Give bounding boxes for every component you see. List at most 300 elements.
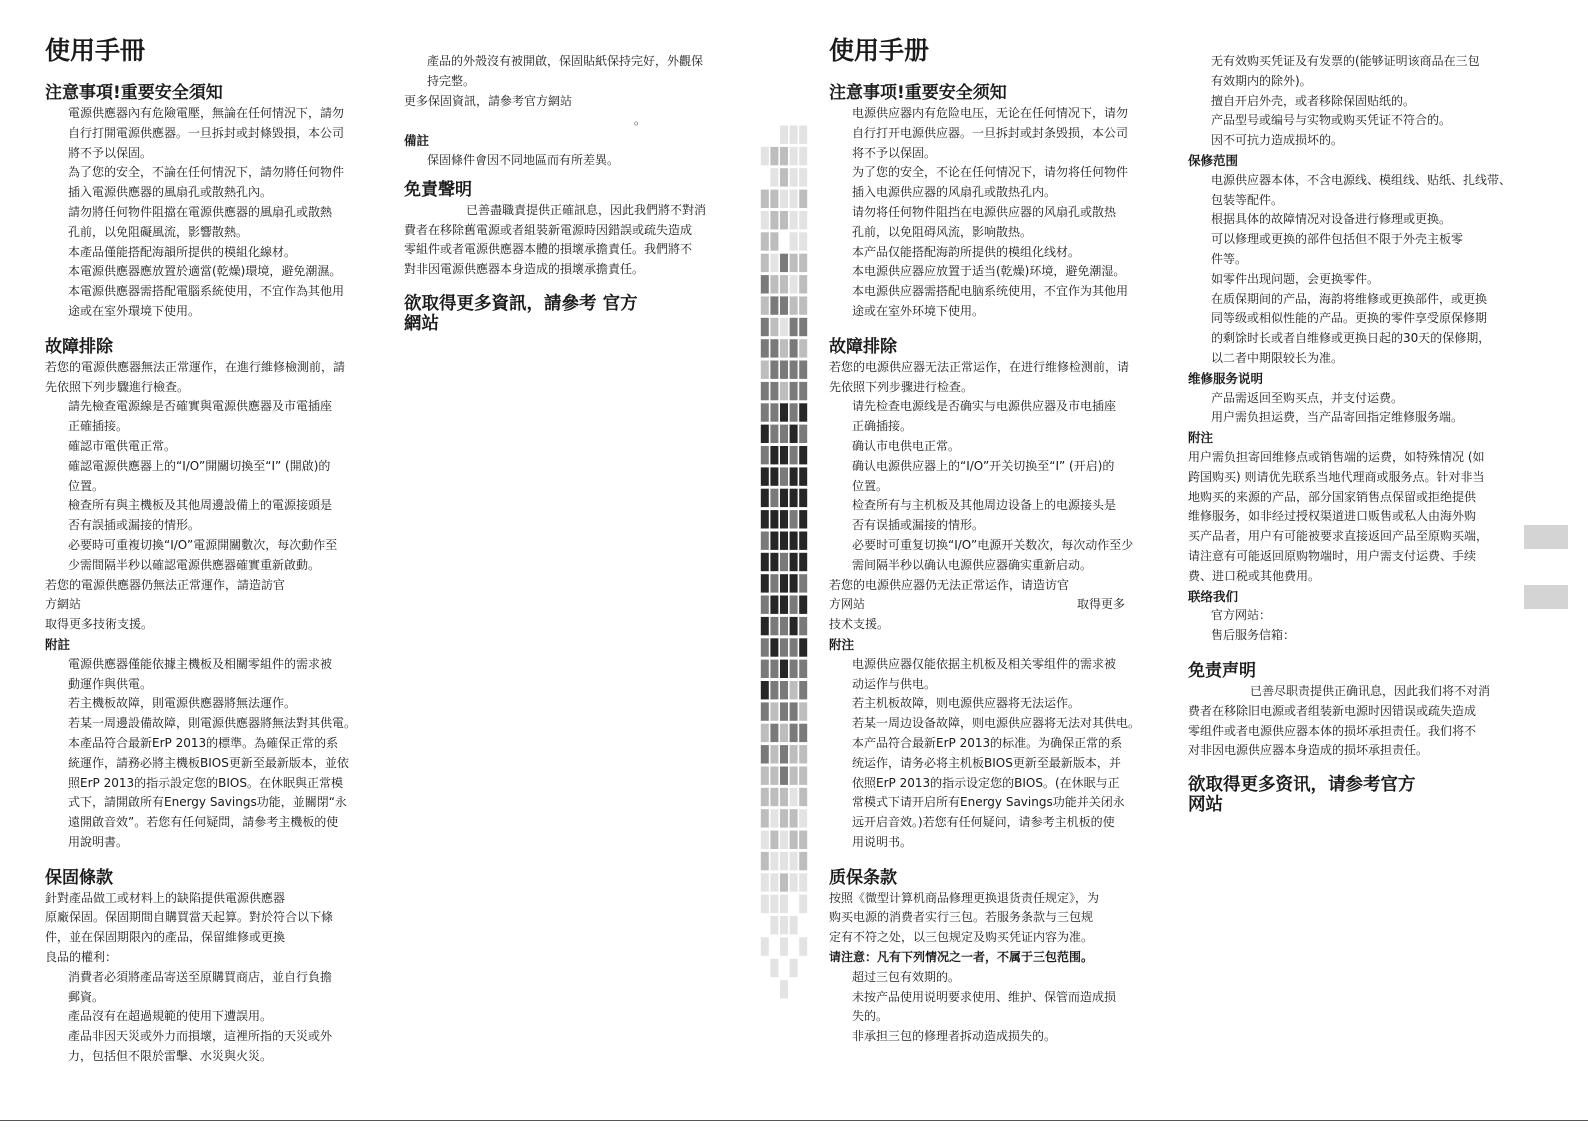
strip-pixel <box>770 596 778 614</box>
list-item: 請先檢查電源線是否確實與電源供應器及市電插座 <box>68 399 333 414</box>
list-item: 位置。 <box>68 478 105 493</box>
strip-pixel <box>770 895 778 913</box>
decorative-pixel-strip <box>760 124 808 1000</box>
strip-pixel <box>799 510 807 528</box>
strip-pixel <box>780 211 788 229</box>
strip-pixel <box>799 425 807 443</box>
list-item: 持完整。 <box>427 73 476 88</box>
strip-pixel <box>780 745 788 763</box>
strip-pixel <box>799 532 807 550</box>
strip-pixel <box>770 446 778 464</box>
list-item: 若某一周边设备故障，则电源供应器将无法对其供电。 <box>852 716 1141 731</box>
list-item: 正確插接。 <box>68 419 129 434</box>
strip-pixel <box>761 895 769 913</box>
list-item: 将不予以保固。 <box>852 145 937 160</box>
strip-pixel <box>780 702 788 720</box>
strip-pixel <box>790 831 798 849</box>
strip-pixel <box>770 660 778 678</box>
list-item: 電源供應器僅能依據主機板及相關零組件的需求被 <box>68 656 333 671</box>
paragraph-line: 零组件或者电源供应器本体的损坏承担责任。我们将不 <box>1188 723 1477 738</box>
strip-pixel <box>770 745 778 763</box>
strip-pixel <box>770 510 778 528</box>
list-item: 常模式下请开启所有Energy Savings功能并关闭永 <box>852 795 1125 810</box>
strip-pixel <box>790 532 798 550</box>
list-item: 依照ErP 2013的指示设定您的BIOS。(在休眠与正 <box>852 775 1120 790</box>
list-item: 在质保期间的产品，海韵将维修或更换部件，或更换 <box>1211 291 1488 306</box>
strip-pixel <box>780 681 788 699</box>
service-heading: 维修服务说明 <box>1188 370 1264 386</box>
strip-pixel <box>761 446 769 464</box>
strip-pixel <box>770 574 778 592</box>
safety-list <box>45 104 385 322</box>
paragraph-line: 费、进口税或其他费用。 <box>1188 568 1321 583</box>
strip-pixel <box>770 361 778 379</box>
list-item: 消費者必須將產品寄送至原購買商店，並自行負擔 <box>68 969 333 984</box>
strip-pixel <box>790 873 798 891</box>
paragraph-line: 若您的電源供應器仍無法正常運作，請造訪官 <box>45 577 286 592</box>
paragraph-fragment: 取得更多 <box>1077 597 1126 612</box>
list-item: 確認市電供電正常。 <box>68 438 177 453</box>
list-item: 因不可抗力造成损坏的。 <box>1211 133 1344 148</box>
list-item: 有效期内的除外)。 <box>1211 73 1312 88</box>
trad-column-1 <box>45 36 385 1067</box>
strip-pixel <box>761 681 769 699</box>
list-item: 力，包括但不限於雷擊、水災與火災。 <box>68 1049 273 1064</box>
strip-pixel <box>761 403 769 421</box>
strip-pixel <box>799 617 807 635</box>
strip-pixel <box>780 425 788 443</box>
strip-pixel <box>799 681 807 699</box>
strip-pixel <box>780 403 788 421</box>
warranty-heading: 保固條款 <box>45 867 113 888</box>
strip-pixel <box>780 382 788 400</box>
strip-pixel <box>790 168 798 186</box>
strip-pixel <box>780 446 788 464</box>
strip-pixel <box>799 788 807 806</box>
extra-note-heading: 附注 <box>1188 430 1214 446</box>
strip-pixel <box>790 425 798 443</box>
strip-pixel <box>790 681 798 699</box>
troubleshooting-heading: 故障排除 <box>45 336 113 357</box>
list-item: 电源供应器本体，不含电源线、模组线、贴纸、扎线带、 <box>1211 172 1512 187</box>
strip-pixel <box>799 596 807 614</box>
strip-pixel <box>799 339 807 357</box>
strip-pixel <box>770 681 778 699</box>
strip-pixel <box>790 596 798 614</box>
list-item: 确认市电供电正常。 <box>852 438 961 453</box>
list-item: 检查所有与主机板及其他周边设备上的电源接头是 <box>852 498 1117 513</box>
strip-pixel <box>799 489 807 507</box>
paragraph-line: 費者在移除舊電源或者組裝新電源時因錯誤或疏失造成 <box>404 222 693 237</box>
paragraph-line: 取得更多技術支援。 <box>45 617 154 632</box>
list-item: 根据具体的故障情况对设备进行修理或更换。 <box>1211 212 1452 227</box>
strip-pixel <box>761 574 769 592</box>
paragraph-line: 若您的電源供應器無法正常運作，在進行維修檢測前，請 <box>45 359 346 374</box>
strip-pixel <box>761 296 769 314</box>
strip-pixel <box>761 724 769 742</box>
strip-pixel <box>790 788 798 806</box>
list-item: 位置。 <box>852 478 889 493</box>
list-item: 本電源供應器應放置於適當(乾燥)環境，避免潮濕。 <box>68 264 342 279</box>
strip-pixel <box>780 489 788 507</box>
list-item: 件等。 <box>1211 251 1248 266</box>
trad-column-2 <box>404 52 744 334</box>
list-item: 本電源供應器需搭配電腦系統使用，不宜作為其他用 <box>68 284 345 299</box>
strip-pixel <box>790 147 798 165</box>
paragraph-line: 針對產品做工或材料上的缺陷提供電源供應器 <box>45 890 286 905</box>
paragraph-line: 定有不符之处，以三包规定及购买凭证内容为准。 <box>829 930 1094 945</box>
paragraph-line: 用户需负担寄回维修点或销售端的运费，如特殊情况 (如 <box>1188 449 1485 464</box>
list-item: 需间隔半秒以确认电源供应器确实重新启动。 <box>852 557 1093 572</box>
list-item: 孔前，以免阻礙風流，影響散熱。 <box>68 224 249 239</box>
strip-pixel <box>770 959 778 977</box>
list-item: 動運作與供電。 <box>68 676 153 691</box>
strip-pixel <box>761 211 769 229</box>
strip-pixel <box>770 211 778 229</box>
strip-pixel <box>790 296 798 314</box>
list-item: 少需間隔半秒以確認電源供應器確實重新啟動。 <box>68 557 321 572</box>
list-item: 擅自开启外壳，或者移除保固贴纸的。 <box>1211 93 1416 108</box>
strip-pixel <box>790 467 798 485</box>
strip-pixel <box>761 147 769 165</box>
strip-pixel <box>790 745 798 763</box>
strip-pixel <box>799 190 807 208</box>
list-item: 如零件出现问题，会更换零件。 <box>1211 271 1380 286</box>
strip-pixel <box>761 809 769 827</box>
strip-pixel <box>790 232 798 250</box>
paragraph-line: 先依照下列步骤进行检查。 <box>829 379 974 394</box>
list-item: 若主机板故障，则电源供应器将无法运作。 <box>852 696 1081 711</box>
strip-pixel <box>761 382 769 400</box>
strip-pixel <box>790 767 798 785</box>
more-info-heading-line2: 網站 <box>404 313 439 334</box>
strip-pixel <box>799 275 807 293</box>
strip-pixel <box>780 852 788 870</box>
strip-pixel <box>761 361 769 379</box>
paragraph-line: 技术支援。 <box>829 617 890 632</box>
strip-pixel <box>761 638 769 656</box>
strip-pixel <box>780 980 788 998</box>
strip-pixel <box>770 254 778 272</box>
strip-pixel <box>790 126 798 144</box>
strip-pixel <box>761 232 769 250</box>
strip-pixel <box>770 852 778 870</box>
strip-pixel <box>761 254 769 272</box>
strip-pixel <box>761 767 769 785</box>
paragraph-line: 费者在移除旧电源或者组装新电源时因错误或疏失造成 <box>1188 703 1477 718</box>
strip-pixel <box>770 873 778 891</box>
official-website-label: 官方网站： <box>1211 608 1272 623</box>
strip-pixel <box>770 788 778 806</box>
list-item: 自行打開電源供應器。一旦拆封或封條毀損，本公司 <box>68 125 345 140</box>
list-item: 可以修理或更换的部件包括但不限于外壳主板零 <box>1211 232 1464 247</box>
paragraph-line: 跨国购买) 则请优先联系当地代理商或服务点。针对非当 <box>1188 469 1485 484</box>
strip-pixel <box>799 467 807 485</box>
paragraph-line: 原廠保固。保固期間自購買當天起算。對於符合以下條 <box>45 910 334 925</box>
list-item: 同等级或相似性能的产品。更换的零件享受原保修期 <box>1211 311 1488 326</box>
strip-pixel <box>761 852 769 870</box>
strip-pixel <box>799 937 807 955</box>
list-item: 產品沒有在超過規範的使用下遭誤用。 <box>68 1009 273 1024</box>
list-item: 確認電源供應器上的“I/O”開關切換至“I” (開啟)的 <box>68 458 331 473</box>
paragraph-line <box>829 595 1169 615</box>
strip-pixel <box>780 617 788 635</box>
strip-pixel <box>761 318 769 336</box>
strip-pixel <box>799 873 807 891</box>
official-website-link-simplified[interactable]: 方网站 <box>829 597 866 612</box>
paragraph-line: 购买电源的消费者实行三包。若服务条款与三包规 <box>829 910 1094 925</box>
strip-pixel <box>799 745 807 763</box>
strip-pixel <box>770 916 778 934</box>
list-item: 产品需返回至购买点，并支付运费。 <box>1211 390 1404 405</box>
list-item: 途或在室外環境下使用。 <box>68 303 201 318</box>
list-item: 孔前，以免阻碍风流，影响散热。 <box>852 224 1033 239</box>
list-item: 必要時可重複切換“I/O”電源開關數次，每次動作至 <box>68 537 338 552</box>
strip-pixel <box>761 489 769 507</box>
strip-pixel <box>790 318 798 336</box>
list-item: 若某一周邊設備故障，則電源供應器將無法對其供電。 <box>68 716 357 731</box>
page-edge-tab <box>1524 525 1568 549</box>
strip-pixel <box>770 532 778 550</box>
more-warranty-info: 更多保固資訊，請參考官方網站 <box>404 93 573 108</box>
strip-pixel <box>770 553 778 571</box>
strip-pixel <box>790 190 798 208</box>
strip-pixel <box>770 489 778 507</box>
simp-column-2 <box>1188 52 1528 815</box>
strip-pixel <box>799 446 807 464</box>
strip-pixel <box>799 232 807 250</box>
list-item: 本电源供应器需搭配电脑系统使用，不宜作为其他用 <box>852 284 1129 299</box>
strip-pixel <box>780 767 788 785</box>
strip-pixel <box>770 318 778 336</box>
strip-pixel <box>770 232 778 250</box>
list-item: 无有效购买凭证及有发票的(能够证明该商品在三包 <box>1211 54 1480 68</box>
strip-pixel <box>780 553 788 571</box>
period-mark: 。 <box>634 113 647 128</box>
strip-pixel <box>770 382 778 400</box>
strip-pixel <box>770 638 778 656</box>
strip-pixel <box>761 617 769 635</box>
warranty-notice: 请注意：凡有下列情况之一者，不属于三包范围。 <box>829 950 1094 965</box>
strip-pixel <box>799 403 807 421</box>
strip-pixel <box>799 831 807 849</box>
strip-pixel <box>761 275 769 293</box>
strip-pixel <box>790 254 798 272</box>
strip-pixel <box>780 638 788 656</box>
paragraph-line: 零組件或者電源供應器本體的損壞承擔責任。我們將不 <box>404 242 693 257</box>
warranty-heading-simplified: 质保条款 <box>829 867 897 888</box>
paragraph-line: 按照《微型计算机商品修理更换退货责任规定》，为 <box>829 890 1100 905</box>
strip-pixel <box>799 767 807 785</box>
list-item: 非承担三包的修理者拆动造成损失的。 <box>852 1029 1057 1044</box>
strip-pixel <box>761 510 769 528</box>
strip-pixel <box>770 190 778 208</box>
list-item: 产品型号或编号与实物或购买凭证不符合的。 <box>1211 113 1452 128</box>
disclaimer-heading-simplified: 免责声明 <box>1188 660 1256 681</box>
strip-pixel <box>799 702 807 720</box>
strip-pixel <box>780 275 788 293</box>
paragraph-line: 请注意有可能返回原购物端时，用户需支付运费、手续 <box>1188 548 1477 563</box>
strip-pixel <box>761 788 769 806</box>
strip-pixel <box>799 254 807 272</box>
strip-pixel <box>780 916 788 934</box>
troubleshooting-heading-simplified: 故障排除 <box>829 336 897 357</box>
strip-pixel <box>780 254 788 272</box>
strip-pixel <box>761 190 769 208</box>
page-edge-tab <box>1524 585 1568 609</box>
strip-pixel <box>790 211 798 229</box>
strip-pixel <box>761 937 769 955</box>
strip-pixel <box>799 126 807 144</box>
strip-pixel <box>770 831 778 849</box>
list-item: 失的。 <box>852 1009 889 1024</box>
bottom-rule <box>0 1120 1588 1121</box>
strip-pixel <box>770 296 778 314</box>
strip-pixel <box>761 745 769 763</box>
strip-pixel <box>790 339 798 357</box>
list-item: 本产品仅能搭配海韵所提供的模组化线材。 <box>852 244 1081 259</box>
strip-pixel <box>761 596 769 614</box>
strip-pixel <box>790 510 798 528</box>
list-item: 否有誤插或漏接的情形。 <box>68 518 201 533</box>
strip-pixel <box>780 147 788 165</box>
list-item: 的剩馀时长或者自维修或更换日起的30天的保修期， <box>1211 331 1491 346</box>
strip-pixel <box>770 425 778 443</box>
list-item: 將不予以保固。 <box>68 145 153 160</box>
page-title: 使用手冊 <box>45 36 146 65</box>
strip-pixel <box>761 702 769 720</box>
strip-pixel <box>790 446 798 464</box>
simp-column-1 <box>829 36 1169 1047</box>
list-item: 郵資。 <box>68 989 105 1004</box>
strip-pixel <box>770 168 778 186</box>
contact-heading: 联络我们 <box>1188 588 1239 604</box>
strip-pixel <box>790 382 798 400</box>
strip-pixel <box>780 168 788 186</box>
strip-pixel <box>790 959 798 977</box>
strip-pixel <box>780 296 788 314</box>
strip-pixel <box>780 126 788 144</box>
strip-pixel <box>770 617 778 635</box>
strip-pixel <box>790 403 798 421</box>
strip-pixel <box>770 702 778 720</box>
strip-pixel <box>780 339 788 357</box>
strip-pixel <box>770 147 778 165</box>
list-item: 用户需负担运费，当产品寄回指定维修服务端。 <box>1211 410 1464 425</box>
strip-pixel <box>780 532 788 550</box>
list-item: 照ErP 2013的指示設定您的BIOS。在休眠與正常模 <box>68 775 343 790</box>
list-item: 包装等配件。 <box>1211 192 1284 207</box>
strip-pixel <box>799 638 807 656</box>
strip-pixel <box>799 852 807 870</box>
list-item: 保固條件會因不同地區而有所差異。 <box>427 152 620 167</box>
list-item: 式下，請開啟所有Energy Savings功能，並關閉“永 <box>68 795 347 810</box>
more-info-heading: 欲取得更多資訊，請參考 官方 <box>404 293 638 314</box>
strip-pixel <box>780 937 788 955</box>
strip-pixel <box>799 318 807 336</box>
list-item: 插入電源供應器的風扇孔或散熱孔內。 <box>68 185 273 200</box>
list-item: 统运作，请务必将主机板BIOS更新至最新版本，并 <box>852 755 1121 770</box>
list-item: 用說明書。 <box>68 834 129 849</box>
paragraph-line: 若您的电源供应器仍无法正常运作，请造访官 <box>829 577 1070 592</box>
list-item: 未按产品使用说明要求使用、维护、保管而造成损 <box>852 989 1117 1004</box>
paragraph-line: 良品的權利： <box>45 950 118 965</box>
list-item: 為了您的安全，不論在任何情況下，請勿將任何物件 <box>68 165 345 180</box>
list-item: 请先检查电源线是否确实与电源供应器及市电插座 <box>852 399 1117 414</box>
paragraph-line: 對非因電源供應器本身造成的損壞承擔責任。 <box>404 262 645 277</box>
list-item: 本產品符合最新ErP 2013的標準。為確保正常的系 <box>68 735 339 750</box>
strip-pixel <box>780 809 788 827</box>
strip-pixel <box>780 361 788 379</box>
list-item: 途或在室外环境下使用。 <box>852 303 985 318</box>
list-item: 請勿將任何物件阻擋在電源供應器的風扇孔或散熱 <box>68 204 333 219</box>
strip-pixel <box>780 873 788 891</box>
paragraph-line: 若您的电源供应器无法正常运作，在进行维修检测前，请 <box>829 359 1130 374</box>
strip-pixel <box>799 553 807 571</box>
service-email-label: 售后服务信箱： <box>1211 628 1296 643</box>
list-item: 檢查所有與主機板及其他周邊設備上的電源接頭是 <box>68 498 333 513</box>
list-item: 用说明书。 <box>852 834 913 849</box>
strip-pixel <box>770 339 778 357</box>
strip-pixel <box>799 895 807 913</box>
list-item: 动运作与供电。 <box>852 676 937 691</box>
strip-pixel <box>790 617 798 635</box>
strip-pixel <box>799 574 807 592</box>
strip-pixel <box>799 147 807 165</box>
list-item: 產品非因天災或外力而損壞，這裡所指的天災或外 <box>68 1029 333 1044</box>
strip-pixel <box>780 788 788 806</box>
list-item: 超过三包有效期的。 <box>852 969 961 984</box>
strip-pixel <box>790 916 798 934</box>
strip-pixel <box>761 553 769 571</box>
list-item: 以二者中期限较长为准。 <box>1211 350 1344 365</box>
more-info-heading-simplified: 欲取得更多资讯，请参考官方 <box>1188 775 1416 796</box>
strip-pixel <box>761 532 769 550</box>
strip-pixel <box>790 553 798 571</box>
list-item: 远开启音效。)若您有任何疑问，请参考主机板的使 <box>852 815 1115 830</box>
strip-pixel <box>790 660 798 678</box>
list-item: 本产品符合最新ErP 2013的标准。为确保正常的系 <box>852 735 1123 750</box>
strip-pixel <box>790 574 798 592</box>
list-item: 电源供应器仅能依据主机板及相关零组件的需求被 <box>852 656 1117 671</box>
strip-pixel <box>799 168 807 186</box>
strip-pixel <box>790 724 798 742</box>
paragraph-line: 已善盡職責提供正確訊息，因此我們將不對消 <box>466 202 707 217</box>
official-website-link[interactable]: 方網站 <box>45 597 82 612</box>
list-item: 遠開啟音效”。若您有任何疑問，請參考主機板的使 <box>68 815 339 830</box>
strip-pixel <box>790 361 798 379</box>
strip-pixel <box>761 467 769 485</box>
strip-pixel <box>780 724 788 742</box>
strip-pixel <box>780 467 788 485</box>
strip-pixel <box>790 809 798 827</box>
strip-pixel <box>790 489 798 507</box>
list-item: 否有误插或漏接的情形。 <box>852 518 985 533</box>
paragraph-line: 买产品者，用户有可能被要求直接返回产品至原购买端， <box>1188 529 1489 544</box>
strip-pixel <box>799 296 807 314</box>
paragraph-line: 维修服务，如非经过授权渠道进口贩售或私人由海外购 <box>1188 509 1477 524</box>
strip-pixel <box>790 638 798 656</box>
strip-pixel <box>770 724 778 742</box>
paragraph-line: 地购买的来源的产品，部分国家销售点保留或拒绝提供 <box>1188 489 1477 504</box>
strip-pixel <box>780 831 788 849</box>
strip-pixel <box>780 895 788 913</box>
list-item: 本电源供应器应放置于适当(乾燥)环境，避免潮湿。 <box>852 264 1126 279</box>
strip-pixel <box>780 190 788 208</box>
list-item: 必要时可重复切换“I/O”电源开关数次，每次动作至少 <box>852 537 1134 552</box>
scope-heading: 保修范围 <box>1188 152 1239 168</box>
list-item: 統運作，請務必將主機板BIOS更新至最新版本，並依 <box>68 755 349 770</box>
